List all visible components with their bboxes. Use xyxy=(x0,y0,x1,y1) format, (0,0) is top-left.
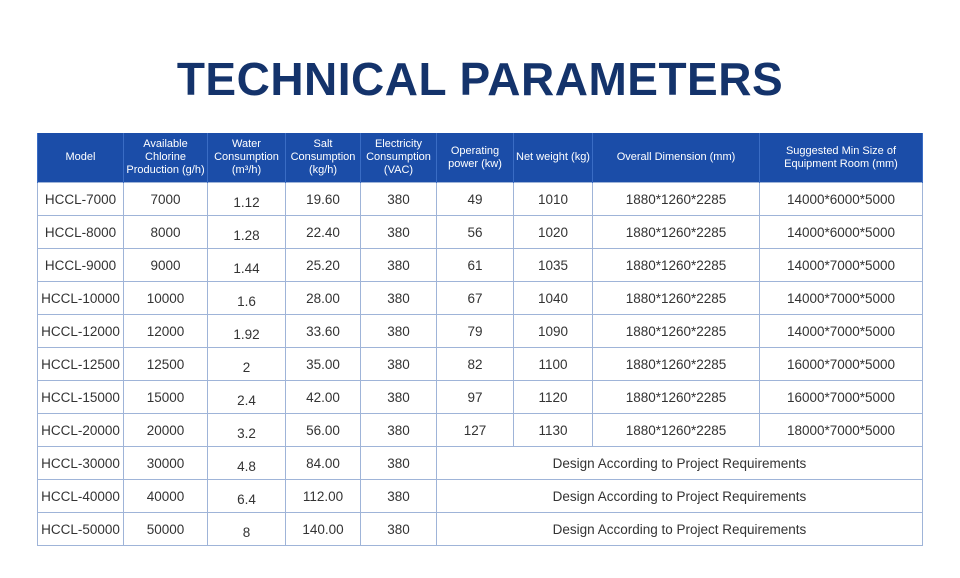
table-cell: 14000*7000*5000 xyxy=(760,282,923,315)
table-cell: 22.40 xyxy=(286,216,361,249)
table-cell: 3.2 xyxy=(208,414,286,447)
table-cell: 7000 xyxy=(124,183,208,216)
table-cell: 49 xyxy=(437,183,514,216)
table-cell: 20000 xyxy=(124,414,208,447)
table-cell: 1040 xyxy=(514,282,593,315)
table-cell: 56.00 xyxy=(286,414,361,447)
table-cell: 14000*6000*5000 xyxy=(760,183,923,216)
table-cell: 12500 xyxy=(124,348,208,381)
merged-design-cell: Design According to Project Requirements xyxy=(437,480,923,513)
table-cell: 380 xyxy=(361,216,437,249)
table-cell: HCCL-20000 xyxy=(38,414,124,447)
table-cell: 1100 xyxy=(514,348,593,381)
table-cell: 61 xyxy=(437,249,514,282)
table-cell: 112.00 xyxy=(286,480,361,513)
table-cell: 18000*7000*5000 xyxy=(760,414,923,447)
table-cell: 1035 xyxy=(514,249,593,282)
table-cell: 84.00 xyxy=(286,447,361,480)
table-row xyxy=(38,513,923,546)
table-row xyxy=(38,447,923,480)
table-cell: 140.00 xyxy=(286,513,361,546)
table-cell: 1880*1260*2285 xyxy=(593,282,760,315)
table-row xyxy=(38,249,923,282)
table-cell: 380 xyxy=(361,315,437,348)
column-header: Suggested Min Size of Equipment Room (mm) xyxy=(760,133,923,183)
table-row xyxy=(38,348,923,381)
table-cell: 50000 xyxy=(124,513,208,546)
table-cell: 16000*7000*5000 xyxy=(760,381,923,414)
table-cell: 16000*7000*5000 xyxy=(760,348,923,381)
table-cell: HCCL-12000 xyxy=(38,315,124,348)
table-cell: 14000*7000*5000 xyxy=(760,315,923,348)
table-cell: 1.6 xyxy=(208,282,286,315)
table-cell: HCCL-7000 xyxy=(38,183,124,216)
table-cell: 1.12 xyxy=(208,183,286,216)
column-header: Net weight (kg) xyxy=(514,133,593,183)
table-cell: 1880*1260*2285 xyxy=(593,183,760,216)
table-cell: HCCL-15000 xyxy=(38,381,124,414)
table-cell: 380 xyxy=(361,249,437,282)
table-cell: 67 xyxy=(437,282,514,315)
table-cell: 1880*1260*2285 xyxy=(593,348,760,381)
table-cell: 1020 xyxy=(514,216,593,249)
table-cell: 40000 xyxy=(124,480,208,513)
column-header: Salt Consumption (kg/h) xyxy=(286,133,361,183)
merged-design-cell: Design According to Project Requirements xyxy=(437,513,923,546)
table-cell: 1010 xyxy=(514,183,593,216)
table-cell: 1.92 xyxy=(208,315,286,348)
table-cell: 127 xyxy=(437,414,514,447)
table-cell: HCCL-12500 xyxy=(38,348,124,381)
table-row xyxy=(38,480,923,513)
table-cell: 1880*1260*2285 xyxy=(593,381,760,414)
column-header: Available Chlorine Production (g/h) xyxy=(124,133,208,183)
table-row xyxy=(38,414,923,447)
table-cell: 1880*1260*2285 xyxy=(593,216,760,249)
table-cell: 2.4 xyxy=(208,381,286,414)
table-header-row xyxy=(38,133,923,183)
table-cell: 8000 xyxy=(124,216,208,249)
table-cell: HCCL-8000 xyxy=(38,216,124,249)
table-cell: 1.28 xyxy=(208,216,286,249)
table-cell: 1130 xyxy=(514,414,593,447)
table-cell: 25.20 xyxy=(286,249,361,282)
table-cell: 380 xyxy=(361,513,437,546)
column-header: Model xyxy=(38,133,124,183)
table-cell: 15000 xyxy=(124,381,208,414)
table-cell: 14000*6000*5000 xyxy=(760,216,923,249)
table-cell: 380 xyxy=(361,480,437,513)
table-cell: 56 xyxy=(437,216,514,249)
table-cell: 380 xyxy=(361,414,437,447)
table-cell: 9000 xyxy=(124,249,208,282)
table-cell: 1.44 xyxy=(208,249,286,282)
table-cell: 4.8 xyxy=(208,447,286,480)
table-cell: 14000*7000*5000 xyxy=(760,249,923,282)
column-header: Electricity Consumption (VAC) xyxy=(361,133,437,183)
table-cell: 97 xyxy=(437,381,514,414)
table-body xyxy=(38,183,923,546)
table-cell: 380 xyxy=(361,447,437,480)
column-header: Operating power (kw) xyxy=(437,133,514,183)
table-cell: 10000 xyxy=(124,282,208,315)
merged-design-cell: Design According to Project Requirements xyxy=(437,447,923,480)
table-row xyxy=(38,282,923,315)
table-cell: 2 xyxy=(208,348,286,381)
column-header: Water Consumption (m³/h) xyxy=(208,133,286,183)
table-row xyxy=(38,381,923,414)
table-row xyxy=(38,183,923,216)
table-cell: 1090 xyxy=(514,315,593,348)
table-cell: HCCL-10000 xyxy=(38,282,124,315)
table-cell: HCCL-40000 xyxy=(38,480,124,513)
table-cell: 8 xyxy=(208,513,286,546)
table-cell: 79 xyxy=(437,315,514,348)
table-cell: 33.60 xyxy=(286,315,361,348)
table-cell: 380 xyxy=(361,348,437,381)
table-cell: 1880*1260*2285 xyxy=(593,315,760,348)
page-title: TECHNICAL PARAMETERS xyxy=(176,53,784,105)
table-cell: 12000 xyxy=(124,315,208,348)
table-cell: 380 xyxy=(361,282,437,315)
table-cell: 380 xyxy=(361,381,437,414)
table-cell: HCCL-9000 xyxy=(38,249,124,282)
table-row xyxy=(38,315,923,348)
table-cell: 6.4 xyxy=(208,480,286,513)
table-cell: 1120 xyxy=(514,381,593,414)
table-cell: 28.00 xyxy=(286,282,361,315)
table-cell: 380 xyxy=(361,183,437,216)
column-header: Overall Dimension (mm) xyxy=(593,133,760,183)
table-row xyxy=(38,216,923,249)
table-cell: 42.00 xyxy=(286,381,361,414)
table-cell: 1880*1260*2285 xyxy=(593,249,760,282)
technical-parameters-table xyxy=(37,133,923,546)
table-cell: HCCL-30000 xyxy=(38,447,124,480)
table-cell: 82 xyxy=(437,348,514,381)
table-cell: 35.00 xyxy=(286,348,361,381)
table-cell: 30000 xyxy=(124,447,208,480)
table-cell: 1880*1260*2285 xyxy=(593,414,760,447)
table-header xyxy=(38,133,923,183)
table-cell: 19.60 xyxy=(286,183,361,216)
table-cell: HCCL-50000 xyxy=(38,513,124,546)
